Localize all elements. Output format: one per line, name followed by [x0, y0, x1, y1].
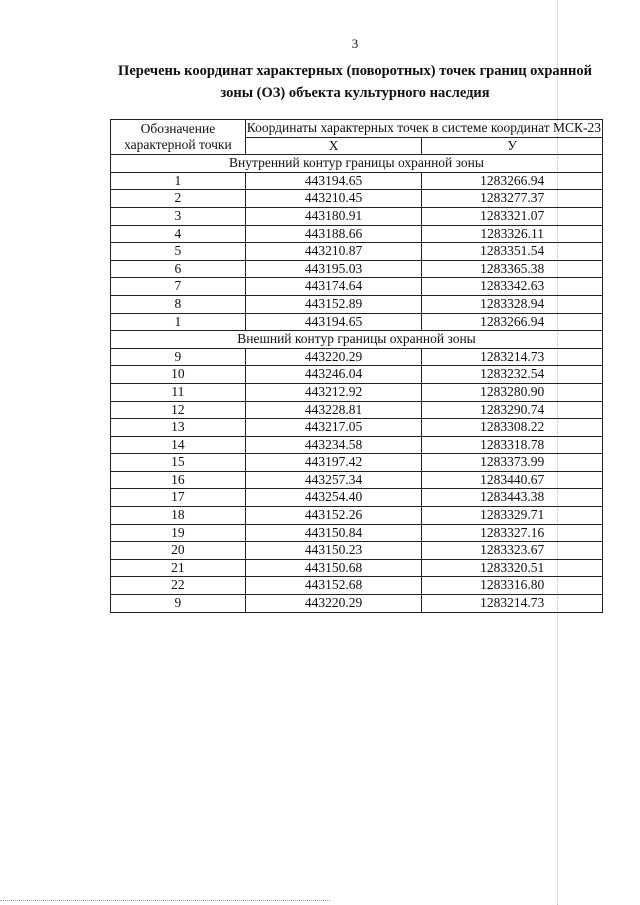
cell-x: 443152.68 [245, 577, 422, 595]
cell-y: 1283327.16 [422, 524, 603, 542]
table-row [111, 278, 603, 296]
outer-contour-section-row [111, 331, 603, 349]
cell-y: 1283323.67 [422, 542, 603, 560]
cell-point: 1 [111, 313, 246, 331]
table-row [111, 524, 603, 542]
table-row [111, 401, 603, 419]
cell-y: 1283443.38 [422, 489, 603, 507]
cell-x: 443194.65 [245, 172, 422, 190]
cell-x: 443234.58 [245, 436, 422, 454]
cell-point: 11 [111, 383, 246, 401]
cell-point: 6 [111, 260, 246, 278]
cell-point: 16 [111, 471, 246, 489]
cell-x: 443257.34 [245, 471, 422, 489]
cell-y: 1283373.99 [422, 454, 603, 472]
cell-y: 1283320.51 [422, 559, 603, 577]
cell-y: 1283321.07 [422, 207, 603, 225]
table-row [111, 489, 603, 507]
table-row [111, 419, 603, 437]
cell-x: 443217.05 [245, 419, 422, 437]
table-row [111, 295, 603, 313]
cell-point: 22 [111, 577, 246, 595]
cell-point: 14 [111, 436, 246, 454]
cell-y: 1283318.78 [422, 436, 603, 454]
table-row [111, 172, 603, 190]
inner-contour-section-row [111, 155, 603, 173]
cell-y: 1283266.94 [422, 172, 603, 190]
table-row [111, 436, 603, 454]
cell-x: 443188.66 [245, 225, 422, 243]
cell-x: 443228.81 [245, 401, 422, 419]
cell-y: 1283329.71 [422, 507, 603, 525]
cell-y: 1283440.67 [422, 471, 603, 489]
cell-x: 443174.64 [245, 278, 422, 296]
table-row [111, 595, 603, 613]
table-row [111, 542, 603, 560]
cell-x: 443150.84 [245, 524, 422, 542]
cell-y: 1283342.63 [422, 278, 603, 296]
cell-point: 15 [111, 454, 246, 472]
cell-y: 1283351.54 [422, 243, 603, 261]
cell-x: 443150.68 [245, 559, 422, 577]
cell-x: 443180.91 [245, 207, 422, 225]
cell-x: 443212.92 [245, 383, 422, 401]
cell-y: 1283308.22 [422, 419, 603, 437]
document-title [100, 60, 610, 104]
cell-x: 443220.29 [245, 348, 422, 366]
table-row [111, 366, 603, 384]
cell-y: 1283365.38 [422, 260, 603, 278]
document-title-line-2: зоны (ОЗ) объекта культурного наследия [220, 85, 490, 101]
cell-point: 10 [111, 366, 246, 384]
cell-y: 1283316.80 [422, 577, 603, 595]
page-bottom-line [0, 900, 330, 901]
cell-point: 12 [111, 401, 246, 419]
cell-point: 9 [111, 595, 246, 613]
table-row [111, 577, 603, 595]
cell-y: 1283214.73 [422, 348, 603, 366]
table-row [111, 454, 603, 472]
cell-y: 1283232.54 [422, 366, 603, 384]
cell-point: 8 [111, 295, 246, 313]
header-x: X [245, 137, 422, 155]
table-row [111, 243, 603, 261]
table-row [111, 260, 603, 278]
cell-x: 443152.89 [245, 295, 422, 313]
table-row [111, 207, 603, 225]
cell-point: 19 [111, 524, 246, 542]
header-point-designation: Обозначение характерной точки [111, 120, 246, 155]
cell-x: 443246.04 [245, 366, 422, 384]
table-row [111, 559, 603, 577]
cell-y: 1283214.73 [422, 595, 603, 613]
cell-y: 1283326.11 [422, 225, 603, 243]
coordinates-table [110, 119, 603, 613]
cell-y: 1283328.94 [422, 295, 603, 313]
cell-y: 1283280.90 [422, 383, 603, 401]
header-coordinates: Координаты характерных точек в системе координат МСК-23 [246, 120, 602, 136]
table-row [111, 507, 603, 525]
cell-x: 443194.65 [245, 313, 422, 331]
table-row [111, 313, 603, 331]
cell-point: 21 [111, 559, 246, 577]
cell-x: 443210.45 [245, 190, 422, 208]
cell-y: 1283290.74 [422, 401, 603, 419]
cell-x: 443150.23 [245, 542, 422, 560]
header-y: У [422, 137, 603, 155]
cell-point: 1 [111, 172, 246, 190]
cell-x: 443254.40 [245, 489, 422, 507]
cell-x: 443195.03 [245, 260, 422, 278]
table-row [111, 348, 603, 366]
document-title-line-1: Перечень координат характерных (поворотных) точек границ охранной [118, 63, 592, 79]
cell-point: 17 [111, 489, 246, 507]
cell-x: 443220.29 [245, 595, 422, 613]
outer-contour-section-label: Внешний контур границы охранной зоны [111, 331, 603, 349]
inner-contour-section-label: Внутренний контур границы охранной зоны [111, 155, 603, 173]
cell-point: 13 [111, 419, 246, 437]
cell-x: 443210.87 [245, 243, 422, 261]
page-number: 3 [351, 36, 359, 51]
cell-point: 20 [111, 542, 246, 560]
table-row [111, 383, 603, 401]
cell-point: 18 [111, 507, 246, 525]
cell-point: 9 [111, 348, 246, 366]
cell-point: 3 [111, 207, 246, 225]
coordinates-table-body [111, 155, 603, 612]
cell-point: 2 [111, 190, 246, 208]
cell-x: 443152.26 [245, 507, 422, 525]
cell-x: 443197.42 [245, 454, 422, 472]
cell-point: 5 [111, 243, 246, 261]
cell-point: 4 [111, 225, 246, 243]
table-row [111, 225, 603, 243]
cell-y: 1283277.37 [422, 190, 603, 208]
table-row [111, 471, 603, 489]
cell-point: 7 [111, 278, 246, 296]
cell-y: 1283266.94 [422, 313, 603, 331]
table-row [111, 190, 603, 208]
